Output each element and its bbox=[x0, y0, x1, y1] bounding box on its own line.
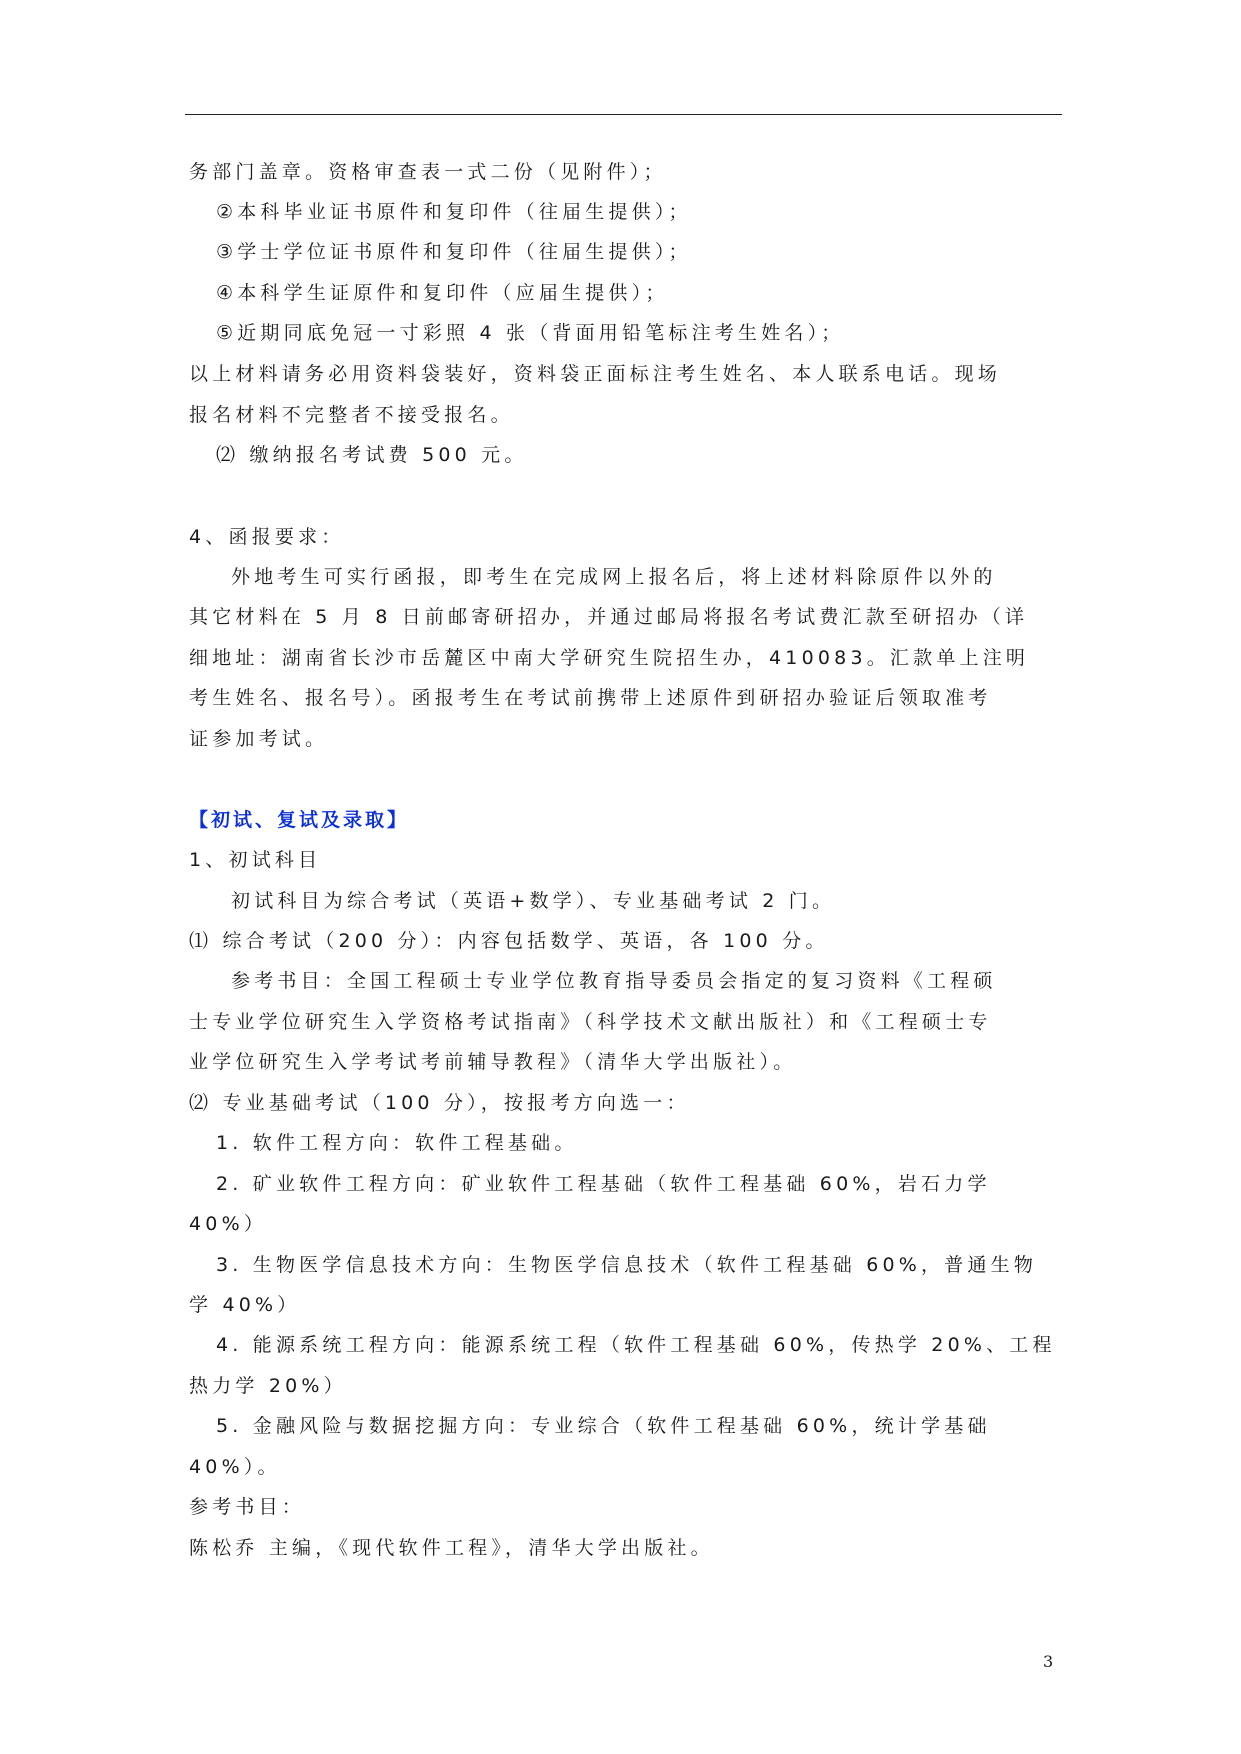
section-subheading: 1、初试科目 bbox=[189, 849, 322, 871]
reference-line: 陈松乔 主编，《现代软件工程》，清华大学出版社。 bbox=[189, 1537, 714, 1559]
page-number: 3 bbox=[1043, 1652, 1054, 1671]
header-rule bbox=[185, 114, 1062, 115]
section-subheading: 4、函报要求： bbox=[189, 526, 345, 548]
text-line: 务部门盖章。资格审查表一式二份（见附件）； bbox=[189, 161, 667, 183]
list-item: 1. 软件工程方向：软件工程基础。 bbox=[216, 1132, 578, 1154]
list-item: ⑵ 缴纳报名考试费 500 元。 bbox=[216, 444, 528, 466]
section-heading: 【初试、复试及录取】 bbox=[189, 809, 410, 831]
text-line: 以上材料请务必用资料袋装好，资料袋正面标注考生姓名、本人联系电话。现场 bbox=[189, 363, 1002, 385]
list-item: ②本科毕业证书原件和复印件（往届生提供）； bbox=[216, 201, 692, 223]
paragraph-line: 外地考生可实行函报，即考生在完成网上报名后，将上述材料除原件以外的 bbox=[231, 566, 997, 588]
list-item: ⑤近期同底免冠一寸彩照 4 张（背面用铅笔标注考生姓名）； bbox=[216, 322, 845, 344]
list-item: 2. 矿业软件工程方向：矿业软件工程基础（软件工程基础 60%，岩石力学 bbox=[216, 1173, 991, 1195]
paragraph-line: 细地址：湖南省长沙市岳麓区中南大学研究生院招生办，410083。汇款单上注明 bbox=[189, 647, 1030, 669]
list-item: ③学士学位证书原件和复印件（往届生提供）； bbox=[216, 241, 692, 263]
list-item: ④本科学生证原件和复印件（应届生提供）； bbox=[216, 282, 669, 304]
paragraph-line: 初试科目为综合考试（英语+数学）、专业基础考试 2 门。 bbox=[231, 890, 836, 912]
paragraph-line: 证参加考试。 bbox=[189, 728, 329, 750]
list-item-continuation: 40%） bbox=[189, 1213, 268, 1235]
list-item-continuation: 学 40%） bbox=[189, 1294, 301, 1316]
list-item: 3. 生物医学信息技术方向：生物医学信息技术（软件工程基础 60%，普通生物 bbox=[216, 1254, 1038, 1276]
list-item-continuation: 热力学 20%） bbox=[189, 1375, 347, 1397]
list-item: ⑴ 综合考试（200 分）：内容包括数学、英语，各 100 分。 bbox=[189, 930, 829, 952]
list-item: 4. 能源系统工程方向：能源系统工程（软件工程基础 60%，传热学 20%、工程 bbox=[216, 1334, 1056, 1356]
paragraph-line: 参考书目：全国工程硕士专业学位教育指导委员会指定的复习资料《工程硕 bbox=[231, 970, 997, 992]
list-item: 5. 金融风险与数据挖掘方向：专业综合（软件工程基础 60%，统计学基础 bbox=[216, 1415, 991, 1437]
section-subheading: 参考书目： bbox=[189, 1496, 306, 1518]
list-item-continuation: 40%）。 bbox=[189, 1456, 281, 1478]
paragraph-line: 业学位研究生入学考试考前辅导教程》（清华大学出版社）。 bbox=[189, 1051, 797, 1073]
paragraph-line: 其它材料在 5 月 8 日前邮寄研招办，并通过邮局将报名考试费汇款至研招办（详 bbox=[189, 606, 1029, 628]
list-item: ⑵ 专业基础考试（100 分），按报考方向选一： bbox=[189, 1092, 690, 1114]
paragraph-line: 士专业学位研究生入学资格考试指南》（科学技术文献出版社）和《工程硕士专 bbox=[189, 1011, 992, 1033]
paragraph-line: 考生姓名、报名号）。函报考生在考试前携带上述原件到研招办验证后领取准考 bbox=[189, 687, 992, 709]
text-line: 报名材料不完整者不接受报名。 bbox=[189, 404, 514, 426]
